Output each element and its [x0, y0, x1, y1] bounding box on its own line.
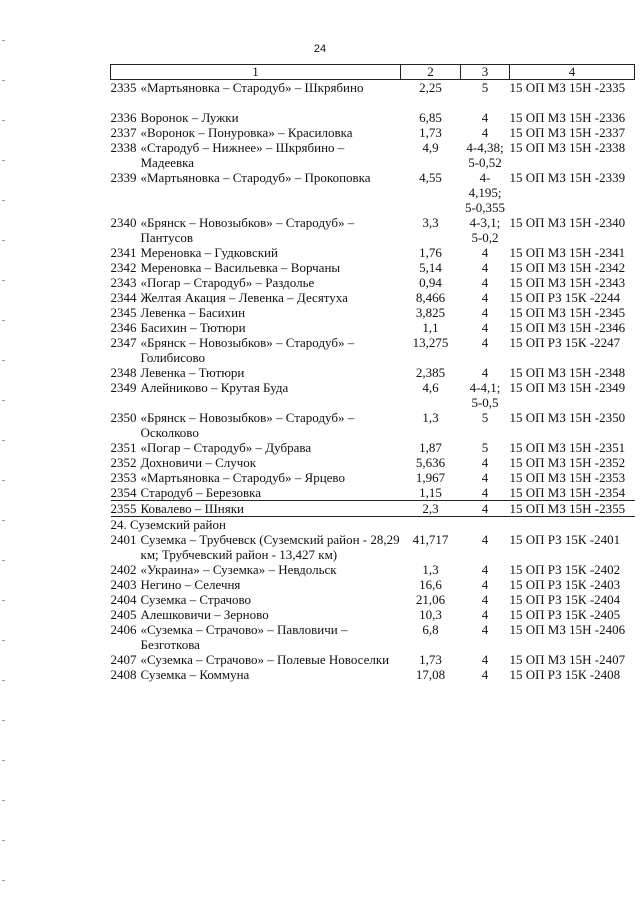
road-number: 2353 — [110, 470, 137, 485]
road-cell — [111, 365, 401, 380]
road-cell — [111, 607, 401, 622]
road-length: 10,3 — [419, 607, 442, 622]
table-row — [111, 485, 635, 501]
road-number: 2343 — [110, 275, 137, 290]
road-id-code: 15 ОП МЗ 15Н -2339 — [509, 170, 626, 185]
road-number: 2349 — [110, 380, 137, 395]
road-length: 1,73 — [419, 652, 442, 667]
road-length: 1,967 — [415, 470, 446, 485]
road-id-code: 15 ОП МЗ 15Н -2346 — [509, 320, 626, 335]
road-name: Басихин – Тютюри — [140, 320, 246, 335]
road-number: 2406 — [110, 622, 137, 637]
road-cell — [111, 455, 401, 470]
road-number: 2405 — [110, 607, 137, 622]
road-category: 5 — [481, 410, 489, 425]
road-category: 4 — [461, 485, 510, 501]
road-length: 2,385 — [415, 365, 446, 380]
table-row — [111, 622, 635, 652]
header-col-2: 2 — [401, 65, 461, 80]
road-category: 4 — [481, 320, 489, 335]
table-row — [111, 667, 635, 682]
road-name: Алешковичи – Зерново — [140, 607, 269, 622]
road-cell — [111, 470, 401, 485]
road-number: 2350 — [110, 410, 137, 425]
road-name: Суземка – Коммуна — [140, 667, 250, 682]
road-cell — [111, 275, 401, 290]
road-category: 4 — [481, 532, 489, 547]
road-category: 5 — [481, 440, 489, 455]
road-cell — [111, 140, 401, 170]
road-number: 2352 — [110, 455, 137, 470]
road-category: 4 — [481, 245, 489, 260]
road-length: 1,73 — [419, 125, 442, 140]
table-row — [111, 410, 635, 440]
table-row — [111, 140, 635, 170]
road-cell — [111, 80, 401, 96]
road-id-code: 15 ОП МЗ 15Н -2335 — [509, 80, 626, 95]
road-category: 4-4,1; 5-0,5 — [469, 380, 501, 410]
table-row — [111, 245, 635, 260]
road-cell — [111, 501, 401, 517]
road-category: 4 — [481, 260, 489, 275]
road-length: 1,15 — [401, 485, 461, 501]
table-row — [111, 215, 635, 245]
road-cell — [111, 410, 401, 440]
road-length: 6,8 — [422, 622, 439, 637]
road-number: 2408 — [110, 667, 137, 682]
road-number: 2341 — [110, 245, 137, 260]
roads-table — [110, 64, 635, 682]
road-category: 4 — [481, 335, 489, 350]
road-id-code: 15 ОП МЗ 15Н -2340 — [509, 215, 626, 230]
road-cell — [111, 110, 401, 125]
header-col-1: 1 — [111, 65, 401, 80]
road-name: Воронок – Лужки — [140, 110, 239, 125]
road-length: 1,3 — [422, 562, 439, 577]
road-length: 1,76 — [419, 245, 442, 260]
road-id-code: 15 ОП МЗ 15Н -2407 — [509, 652, 626, 667]
road-number: 2404 — [110, 592, 137, 607]
road-name: «Мартьяновка – Стародуб» – Шкрябино — [140, 80, 364, 95]
road-length: 3,3 — [422, 215, 439, 230]
road-length: 17,08 — [415, 667, 446, 682]
road-cell — [111, 562, 401, 577]
header-col-3: 3 — [461, 65, 510, 80]
table-row — [111, 455, 635, 470]
road-length: 8,466 — [415, 290, 446, 305]
table-body — [111, 80, 635, 683]
road-number: 2402 — [110, 562, 137, 577]
road-number: 2336 — [110, 110, 137, 125]
road-id-code: 15 ОП МЗ 15Н -2355 — [510, 501, 635, 517]
section-title: 24. Суземский район — [110, 517, 226, 532]
road-id-code: 15 ОП МЗ 15Н -2352 — [509, 455, 626, 470]
road-category: 4 — [481, 305, 489, 320]
road-length: 13,275 — [412, 335, 449, 350]
road-cell — [111, 215, 401, 245]
road-number: 2345 — [110, 305, 137, 320]
road-id-code: 15 ОП МЗ 15Н -2336 — [509, 110, 626, 125]
road-id-code: 15 ОП МЗ 15Н -2350 — [509, 410, 626, 425]
header-col-4: 4 — [510, 65, 635, 80]
road-length: 5,636 — [415, 455, 446, 470]
road-cell — [111, 305, 401, 320]
road-name: «Мартьяновка – Стародуб» – Прокоповка — [140, 170, 371, 185]
road-name: «Брянск – Новозыбков» – Стародуб» – Осколково — [140, 410, 355, 440]
road-cell — [111, 245, 401, 260]
road-name: «Мартьяновка – Стародуб» – Ярцево — [140, 470, 345, 485]
road-id-code: 15 ОП РЗ 15К -2408 — [509, 667, 621, 682]
road-number: 2337 — [110, 125, 137, 140]
road-name: Негино – Селечня — [140, 577, 241, 592]
road-category: 4 — [481, 592, 489, 607]
road-name: «Погар – Стародуб» – Дубрава — [140, 440, 312, 455]
road-number: 2348 — [110, 365, 137, 380]
road-number: 2351 — [110, 440, 137, 455]
table-row — [111, 125, 635, 140]
table-header-row — [111, 65, 635, 80]
road-length: 4,9 — [422, 140, 439, 155]
road-number: 2344 — [110, 290, 137, 305]
road-name: Стародуб – Березовка — [140, 485, 262, 500]
road-name: Левенка – Тютюри — [140, 365, 245, 380]
road-number: 2355 — [110, 501, 137, 516]
road-id-code: 15 ОП МЗ 15Н -2351 — [509, 440, 626, 455]
road-category: 4 — [481, 290, 489, 305]
road-name: «Погар – Стародуб» – Раздолье — [140, 275, 315, 290]
road-name: Мереновка – Гудковский — [140, 245, 278, 260]
road-cell — [111, 290, 401, 305]
road-length: 6,85 — [419, 110, 442, 125]
road-cell — [111, 260, 401, 275]
road-id-code: 15 ОП МЗ 15Н -2337 — [509, 125, 626, 140]
road-name: «Суземка – Страчово» – Павловичи – Безготкова — [140, 622, 348, 652]
road-number: 2401 — [110, 532, 137, 547]
table-row — [111, 652, 635, 667]
road-category: 4 — [481, 275, 489, 290]
road-cell — [111, 622, 401, 652]
road-name: Ковалево – Шняки — [140, 501, 245, 516]
road-name: Дохновичи – Случок — [140, 455, 257, 470]
road-category: 4 — [481, 470, 489, 485]
table-row — [111, 592, 635, 607]
road-category: 4 — [481, 455, 489, 470]
road-name: Алейниково – Крутая Буда — [140, 380, 289, 395]
road-length: 1,3 — [422, 410, 439, 425]
road-cell — [111, 380, 401, 410]
road-number: 2339 — [110, 170, 137, 185]
table-row — [111, 260, 635, 275]
road-cell — [111, 667, 401, 682]
road-number: 2354 — [110, 485, 137, 500]
road-number: 2340 — [110, 215, 137, 230]
road-category: 4 — [481, 652, 489, 667]
section-row — [111, 517, 635, 533]
table-row — [111, 607, 635, 622]
spacer-row — [111, 95, 635, 110]
road-name: Желтая Акация – Левенка – Десятуха — [140, 290, 348, 305]
table-row — [111, 470, 635, 485]
road-number: 2407 — [110, 652, 137, 667]
road-cell — [111, 485, 401, 501]
road-name: «Брянск – Новозыбков» – Стародуб» – Голибисово — [140, 335, 355, 365]
road-category: 4 — [481, 667, 489, 682]
road-name: «Суземка – Страчово» – Полевые Новоселки — [140, 652, 390, 667]
road-id-code: 15 ОП МЗ 15Н -2354 — [510, 485, 635, 501]
road-category: 5 — [481, 80, 489, 95]
table-row — [111, 380, 635, 410]
road-cell — [111, 170, 401, 215]
road-length: 0,94 — [419, 275, 442, 290]
road-cell — [111, 532, 401, 562]
road-length: 1,1 — [422, 320, 439, 335]
table-row — [111, 80, 635, 96]
road-name: «Воронок – Понуровка» – Красиловка — [140, 125, 353, 140]
road-length: 3,825 — [415, 305, 446, 320]
road-length: 4,55 — [419, 170, 442, 185]
road-id-code: 15 ОП РЗ 15К -2247 — [509, 335, 621, 350]
road-number: 2346 — [110, 320, 137, 335]
road-number: 2342 — [110, 260, 137, 275]
road-number: 2347 — [110, 335, 137, 350]
road-cell — [111, 335, 401, 365]
road-cell — [111, 577, 401, 592]
table-row — [111, 290, 635, 305]
road-category: 4 — [481, 125, 489, 140]
road-id-code: 15 ОП МЗ 15Н -2342 — [509, 260, 626, 275]
table-row — [111, 335, 635, 365]
spacer-cell — [111, 95, 635, 110]
road-cell — [111, 592, 401, 607]
road-name: Суземка – Страчово — [140, 592, 252, 607]
road-length: 4,6 — [422, 380, 439, 395]
road-category: 4 — [461, 501, 510, 517]
road-name: «Стародуб – Нижнее» – Шкрябино – Мадеевка — [140, 140, 345, 170]
road-length: 2,25 — [419, 80, 442, 95]
road-category: 4-4,38; 5-0,52 — [466, 140, 504, 170]
table-row — [111, 170, 635, 215]
road-id-code: 15 ОП МЗ 15Н -2353 — [509, 470, 626, 485]
road-id-code: 15 ОП РЗ 15К -2405 — [509, 607, 621, 622]
road-id-code: 15 ОП МЗ 15Н -2406 — [509, 622, 626, 637]
road-length: 21,06 — [415, 592, 446, 607]
road-category: 4- 4,195; 5-0,355 — [464, 170, 506, 215]
road-id-code: 15 ОП МЗ 15Н -2343 — [509, 275, 626, 290]
road-id-code: 15 ОП РЗ 15К -2402 — [509, 562, 621, 577]
road-length: 41,717 — [412, 532, 449, 547]
road-length: 2,3 — [401, 501, 461, 517]
road-id-code: 15 ОП МЗ 15Н -2341 — [509, 245, 626, 260]
table-row — [111, 110, 635, 125]
road-number: 2403 — [110, 577, 137, 592]
road-cell — [111, 125, 401, 140]
table-row — [111, 532, 635, 562]
road-length: 1,87 — [419, 440, 442, 455]
road-category: 4 — [481, 577, 489, 592]
road-category: 4 — [481, 365, 489, 380]
road-cell — [111, 440, 401, 455]
road-length: 16,6 — [419, 577, 442, 592]
table-row — [111, 577, 635, 592]
road-cell — [111, 652, 401, 667]
road-category: 4 — [481, 562, 489, 577]
road-id-code: 15 ОП РЗ 15К -2401 — [509, 532, 621, 547]
road-name: Левенка – Басихин — [140, 305, 246, 320]
road-category: 4 — [481, 110, 489, 125]
table-row — [111, 365, 635, 380]
road-name: Мереновка – Васильевка – Ворчаны — [140, 260, 341, 275]
table-row — [111, 501, 635, 517]
road-id-code: 15 ОП МЗ 15Н -2349 — [509, 380, 626, 395]
road-cell — [111, 320, 401, 335]
table-row — [111, 440, 635, 455]
road-number: 2335 — [110, 80, 137, 95]
road-id-code: 15 ОП МЗ 15Н -2345 — [509, 305, 626, 320]
road-id-code: 15 ОП МЗ 15Н -2348 — [509, 365, 626, 380]
road-id-code: 15 ОП РЗ 15К -2244 — [509, 290, 621, 305]
road-id-code: 15 ОП РЗ 15К -2404 — [509, 592, 621, 607]
table-row — [111, 275, 635, 290]
road-length: 5,14 — [419, 260, 442, 275]
road-category: 4 — [481, 607, 489, 622]
road-number: 2338 — [110, 140, 137, 155]
road-name: «Украина» – Суземка» – Невдольск — [140, 562, 337, 577]
road-id-code: 15 ОП МЗ 15Н -2338 — [509, 140, 626, 155]
road-name: «Брянск – Новозыбков» – Стародуб» – Пантусов — [140, 215, 355, 245]
road-category: 4-3,1; 5-0,2 — [469, 215, 501, 245]
road-category: 4 — [481, 622, 489, 637]
road-id-code: 15 ОП РЗ 15К -2403 — [509, 577, 621, 592]
scan-edge-marks — [0, 0, 8, 905]
table-row — [111, 320, 635, 335]
road-name: Суземка – Трубчевск (Суземский район - 28,29 км; Трубчевский район - 13,427 км) — [140, 532, 400, 562]
table-row — [111, 562, 635, 577]
table-row — [111, 305, 635, 320]
page-number: 24 — [313, 43, 327, 55]
